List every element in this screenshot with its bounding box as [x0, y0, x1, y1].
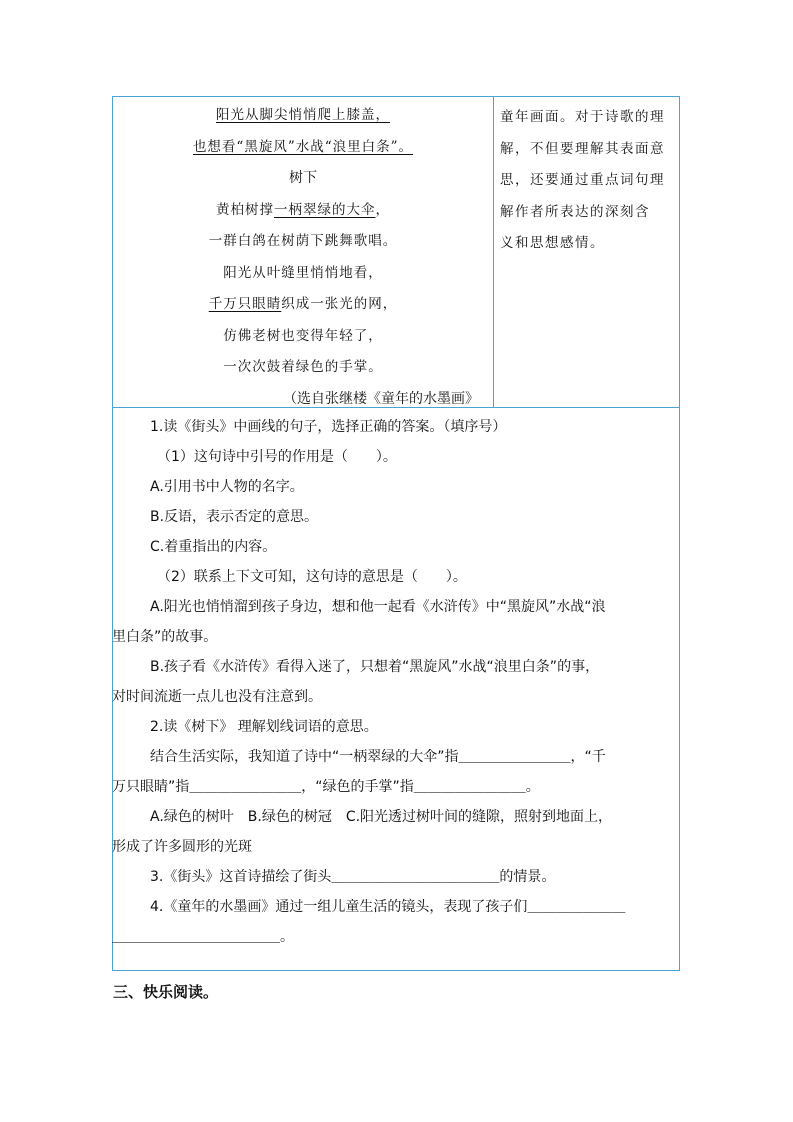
questions-cell [112, 412, 675, 952]
poem-line: 仿佛老树也变得年轻了， [223, 327, 383, 344]
poem-line: 黄柏树撑一柄翠绿的大伞， [216, 201, 390, 218]
underlined-phrase: 一柄翠绿的大伞 [274, 201, 376, 218]
option-b: B.孩子看《水浒传》看得入迷了，只想着“黑旋风”水战“浪里白条”的事， [150, 659, 600, 675]
question-3: 3.《街头》这首诗描绘了街头＿＿＿＿＿＿＿＿＿＿＿＿的情景。 [150, 869, 556, 885]
question-2-options: A.绿色的树叶 B.绿色的树冠 C.阳光透过树叶间的缝隙，照射到地面上， [150, 809, 613, 825]
underlined-line: 阳光从脚尖悄悄爬上膝盖， [216, 107, 390, 123]
question-2: 2.读《树下》 理解划线词语的意思。 [150, 719, 378, 735]
section-heading: 三、快乐阅读。 [113, 983, 219, 1001]
poem-title: 树下 [289, 170, 317, 186]
poem-line: 千万只眼睛织成一张光的网， [208, 296, 398, 312]
question-2-text-cont: 万只眼睛”指＿＿＿＿＿＿＿＿，“绿色的手掌”指＿＿＿＿＿＿＿＿。 [112, 779, 540, 795]
poem-line: 一群白鸽在树荫下跳舞歌唱。 [208, 233, 398, 249]
question-4-cont: ＿＿＿＿＿＿＿＿＿＿＿＿。 [112, 929, 294, 945]
option-a: A.引用书中人物的名字。 [150, 479, 304, 495]
poem-line [113, 132, 493, 164]
question-2-text: 结合生活实际，我知道了诗中“一柄翠绿的大伞”指＿＿＿＿＿＿＿＿，“千 [150, 749, 606, 765]
option-b: B.反语，表示否定的意思。 [150, 509, 319, 525]
underlined-phrase: 千万只眼睛 [208, 296, 282, 312]
note-line: 解作者所表达的深刻含 [500, 203, 650, 220]
question-4: 4.《童年的水墨画》通过一组儿童生活的镜头，表现了孩子们＿＿＿＿＿＿＿ [150, 899, 626, 915]
poem-line: 一次次鼓着绿色的手掌。 [223, 359, 383, 375]
option-a-cont: 里白条”的故事。 [112, 629, 218, 645]
note-line: 童年画面。对于诗歌的理 [500, 109, 665, 125]
question-1-1: （1）这句诗中引号的作用是（ ）。 [157, 449, 397, 465]
question-1-2: （2）联系上下文可知，这句诗的意思是（ ）。 [157, 569, 467, 585]
poem-line [113, 100, 493, 132]
question-2-options-cont: 形成了许多圆形的光斑 [112, 839, 252, 855]
note-line: 思，还要通过重点词句理 [500, 172, 665, 188]
note-line: 义和思想感情。 [500, 235, 605, 251]
underlined-line: 也想看“黑旋风”水战“浪里白条”。 [192, 138, 414, 155]
option-a: A.阳光也悄悄溜到孩子身边，想和他一起看《水浒传》中“黑旋风”水战“浪 [150, 599, 606, 615]
poem-line: 阳光从叶缝里悄悄地看， [223, 264, 383, 281]
poem-source: （选自张继楼《童年的水墨画》 [283, 390, 479, 407]
option-b-cont: 对时间流逝一点儿也没有注意到。 [112, 689, 322, 705]
note-cell [500, 102, 676, 260]
note-line: 解，不但要理解其表面意 [500, 140, 665, 157]
option-c: C.着重指出的内容。 [150, 539, 277, 555]
column-divider [493, 96, 494, 408]
poem-cell [113, 100, 493, 415]
question-1: 1.读《街头》中画线的句子，选择正确的答案。（填序号） [150, 419, 507, 435]
